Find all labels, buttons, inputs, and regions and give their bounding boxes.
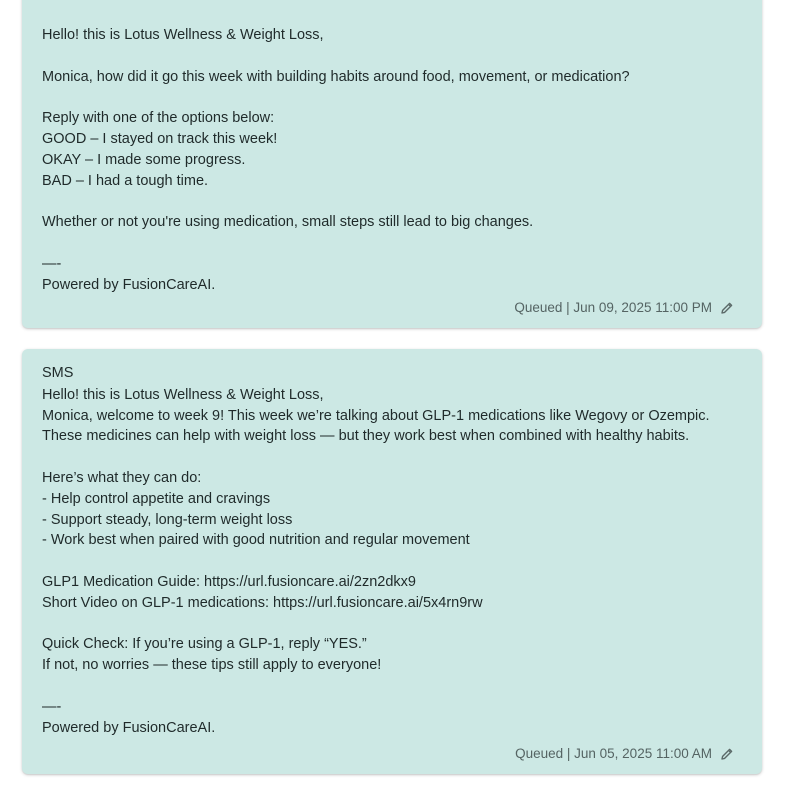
pencil-icon[interactable]: [720, 301, 734, 315]
message-body: Hello! this is Lotus Wellness & Weight Loss, Monica, how did it go this week with building habits around food, movement, or medication? Reply with one of the options below: GOOD – I stayed on track this week! OKAY – I made some progress. BAD – I had a tough time. Whether or not you're using medication, small steps still lead to big changes. —- Powered by FusionCareAI.: [42, 27, 630, 293]
message-footer: [514, 300, 734, 315]
message-body: Hello! this is Lotus Wellness & Weight Loss, Monica, welcome to week 9! This week we’re talking about GLP-1 medications like Wegovy or Ozempic. These medicines can help with weight loss — but they work best when combined with healthy habits. Here’s what they can do: - Help control appetite and cravings - Support steady, long-term weight loss - Work best when paired with good nutrition and regular movement GLP1 Medication Guide: https://url.fusioncare.ai/2zn2dkx9 Short Video on GLP-1 medications: https://url.fusioncare.ai/5x4rn9rw Quick Check: If you’re using a GLP-1, reply “YES.” If not, no worries — these tips still apply to everyone! —- Powered by FusionCareAI.: [42, 386, 710, 736]
pencil-icon[interactable]: [720, 747, 734, 761]
message-status: Queued | Jun 09, 2025 11:00 PM: [514, 300, 712, 315]
message-channel-label: SMS: [42, 365, 74, 381]
message-card: [22, 0, 762, 328]
message-card: [22, 349, 762, 774]
message-footer: [515, 746, 734, 761]
message-status: Queued | Jun 05, 2025 11:00 AM: [515, 746, 712, 761]
